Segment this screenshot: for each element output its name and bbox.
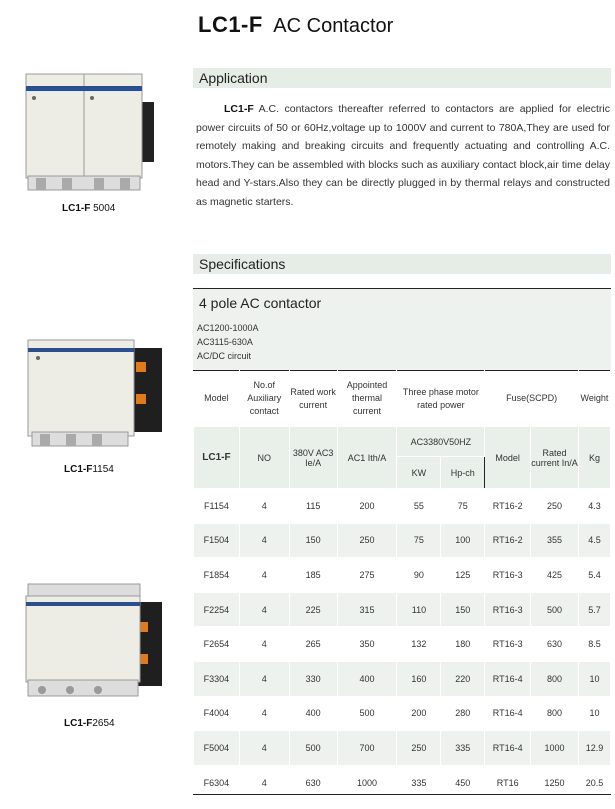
table-cell: 275 bbox=[337, 558, 397, 593]
caption-prefix: LC1-F bbox=[64, 464, 93, 475]
table-cell: F5004 bbox=[194, 731, 240, 766]
header-series: LC1-F bbox=[194, 427, 240, 489]
header-kw: KW bbox=[397, 457, 441, 489]
application-text bbox=[196, 100, 610, 211]
table-cell: 800 bbox=[531, 696, 579, 731]
spec-subtitle: 4 pole AC contactor bbox=[199, 295, 322, 311]
spec-table bbox=[193, 370, 611, 800]
table-cell: 1000 bbox=[337, 765, 397, 800]
table-bottom-rule bbox=[193, 794, 611, 795]
table-cell: 425 bbox=[531, 558, 579, 593]
spec-line: AC1200-1000A bbox=[197, 323, 259, 333]
table-cell: RT16-3 bbox=[485, 558, 531, 593]
table-cell: 75 bbox=[397, 523, 441, 558]
table-cell: 400 bbox=[337, 661, 397, 696]
table-cell: 4.5 bbox=[578, 523, 610, 558]
table-cell: 4 bbox=[239, 489, 289, 524]
table-cell: 450 bbox=[441, 765, 485, 800]
table-cell: 8.5 bbox=[578, 627, 610, 662]
table-cell: 200 bbox=[397, 696, 441, 731]
table-cell: 150 bbox=[441, 592, 485, 627]
table-cell: 20.5 bbox=[578, 765, 610, 800]
table-cell: 355 bbox=[531, 523, 579, 558]
caption-model: 2654 bbox=[92, 718, 115, 729]
caption-prefix: LC1-F bbox=[62, 203, 91, 214]
caption-model: 1154 bbox=[92, 464, 114, 475]
table-cell: 630 bbox=[531, 627, 579, 662]
table-cell: 250 bbox=[531, 489, 579, 524]
header-weight: Weight bbox=[578, 371, 610, 427]
header-fuse-model: Model bbox=[485, 427, 531, 489]
application-lead: LC1-F bbox=[224, 103, 254, 115]
table-cell: F1504 bbox=[194, 523, 240, 558]
table-cell: F2254 bbox=[194, 592, 240, 627]
table-row bbox=[194, 627, 611, 662]
table-row bbox=[194, 558, 611, 593]
spec-subtitle-box bbox=[193, 288, 611, 370]
header-thermal: Appointed thermal current bbox=[337, 371, 397, 427]
table-cell: 500 bbox=[337, 696, 397, 731]
table-cell: 330 bbox=[289, 661, 337, 696]
header-motor: Three phase motor rated power bbox=[397, 371, 485, 427]
table-cell: 150 bbox=[289, 523, 337, 558]
table-cell: 185 bbox=[289, 558, 337, 593]
application-heading: Application bbox=[193, 68, 611, 88]
table-cell: 5.7 bbox=[578, 592, 610, 627]
header-voltage: 380V AC3 Ie/A bbox=[289, 427, 337, 489]
table-cell: 280 bbox=[441, 696, 485, 731]
header-model: Model bbox=[194, 371, 240, 427]
header-kg: Kg bbox=[578, 427, 610, 489]
table-cell: 700 bbox=[337, 731, 397, 766]
table-cell: 55 bbox=[397, 489, 441, 524]
table-cell: 350 bbox=[337, 627, 397, 662]
table-cell: F2654 bbox=[194, 627, 240, 662]
application-body: A.C. contactors thereafter referred to contactors are applied for electric power circuits of 50 or 60Hz,voltage up to 1000V and current to 780A,They are used for remotely making and breaking circuits and frequently actuating and controlling A.C. motors.They can be assembled with blocks such as auxiliary contact block,air time delay head and Y-stars.Also they can be directly plugged in by thermal relays and constructed as magnetic starters. bbox=[196, 103, 610, 208]
header-aux: No.of Auxiliary contact bbox=[239, 371, 289, 427]
table-cell: 4 bbox=[239, 696, 289, 731]
table-row bbox=[194, 523, 611, 558]
header-motor-sub: AC3380V50HZ bbox=[397, 427, 485, 457]
product-image-1 bbox=[22, 72, 158, 196]
table-cell: 10 bbox=[578, 696, 610, 731]
product-image-2 bbox=[22, 336, 166, 448]
table-cell: 110 bbox=[397, 592, 441, 627]
table-cell: 200 bbox=[337, 489, 397, 524]
table-cell: 90 bbox=[397, 558, 441, 593]
header-fuse: Fuse(SCPD) bbox=[485, 371, 579, 427]
table-cell: 100 bbox=[441, 523, 485, 558]
table-cell: RT16-4 bbox=[485, 696, 531, 731]
table-cell: 4 bbox=[239, 523, 289, 558]
table-cell: 250 bbox=[397, 731, 441, 766]
table-row bbox=[194, 731, 611, 766]
table-cell: RT16-3 bbox=[485, 592, 531, 627]
specifications-heading: Specifications bbox=[193, 254, 611, 274]
table-cell: 4 bbox=[239, 765, 289, 800]
table-row bbox=[194, 661, 611, 696]
table-cell: 4 bbox=[239, 558, 289, 593]
table-cell: RT16-4 bbox=[485, 661, 531, 696]
table-cell: RT16-2 bbox=[485, 489, 531, 524]
table-row bbox=[194, 592, 611, 627]
table-row bbox=[194, 489, 611, 524]
table-cell: 4 bbox=[239, 731, 289, 766]
header-ac1: AC1 Ith/A bbox=[337, 427, 397, 489]
header-hp: Hp-ch bbox=[441, 457, 485, 489]
table-cell: 335 bbox=[441, 731, 485, 766]
table-cell: 500 bbox=[531, 592, 579, 627]
caption-prefix: LC1-F bbox=[64, 718, 93, 729]
spec-line: AC3115-630A bbox=[197, 337, 253, 347]
header-no: NO bbox=[239, 427, 289, 489]
table-cell: 250 bbox=[337, 523, 397, 558]
spec-line: AC/DC circuit bbox=[197, 351, 252, 361]
header-fuse-current: Rated current In/A bbox=[531, 427, 579, 489]
table-cell: 4 bbox=[239, 592, 289, 627]
table-cell: F6304 bbox=[194, 765, 240, 800]
table-cell: 4 bbox=[239, 661, 289, 696]
table-cell: 12.9 bbox=[578, 731, 610, 766]
table-cell: 1000 bbox=[531, 731, 579, 766]
page-title bbox=[198, 12, 393, 38]
table-cell: 400 bbox=[289, 696, 337, 731]
table-cell: F4004 bbox=[194, 696, 240, 731]
table-cell: 315 bbox=[337, 592, 397, 627]
table-cell: 4 bbox=[239, 627, 289, 662]
title-name: AC Contactor bbox=[273, 15, 394, 37]
product-caption-1 bbox=[62, 203, 115, 214]
table-cell: F1854 bbox=[194, 558, 240, 593]
product-caption-2 bbox=[64, 464, 114, 475]
table-cell: 335 bbox=[397, 765, 441, 800]
table-cell: 1250 bbox=[531, 765, 579, 800]
table-cell: 500 bbox=[289, 731, 337, 766]
table-cell: 10 bbox=[578, 661, 610, 696]
table-cell: RT16-2 bbox=[485, 523, 531, 558]
table-cell: 115 bbox=[289, 489, 337, 524]
table-row bbox=[194, 696, 611, 731]
table-cell: RT16-3 bbox=[485, 627, 531, 662]
caption-model: 5004 bbox=[90, 203, 116, 214]
table-cell: 630 bbox=[289, 765, 337, 800]
table-cell: 180 bbox=[441, 627, 485, 662]
table-cell: 75 bbox=[441, 489, 485, 524]
product-caption-3 bbox=[64, 718, 115, 729]
table-cell: 125 bbox=[441, 558, 485, 593]
table-cell: 132 bbox=[397, 627, 441, 662]
table-cell: 5.4 bbox=[578, 558, 610, 593]
table-cell: 225 bbox=[289, 592, 337, 627]
table-cell: RT16 bbox=[485, 765, 531, 800]
product-image-3 bbox=[20, 582, 166, 700]
table-cell: F1154 bbox=[194, 489, 240, 524]
table-cell: 220 bbox=[441, 661, 485, 696]
header-rated-work: Rated work current bbox=[289, 371, 337, 427]
table-cell: RT16-4 bbox=[485, 731, 531, 766]
table-cell: 800 bbox=[531, 661, 579, 696]
table-cell: 265 bbox=[289, 627, 337, 662]
title-code: LC1-F bbox=[198, 12, 263, 37]
table-cell: F3304 bbox=[194, 661, 240, 696]
table-cell: 4.3 bbox=[578, 489, 610, 524]
table-cell: 160 bbox=[397, 661, 441, 696]
